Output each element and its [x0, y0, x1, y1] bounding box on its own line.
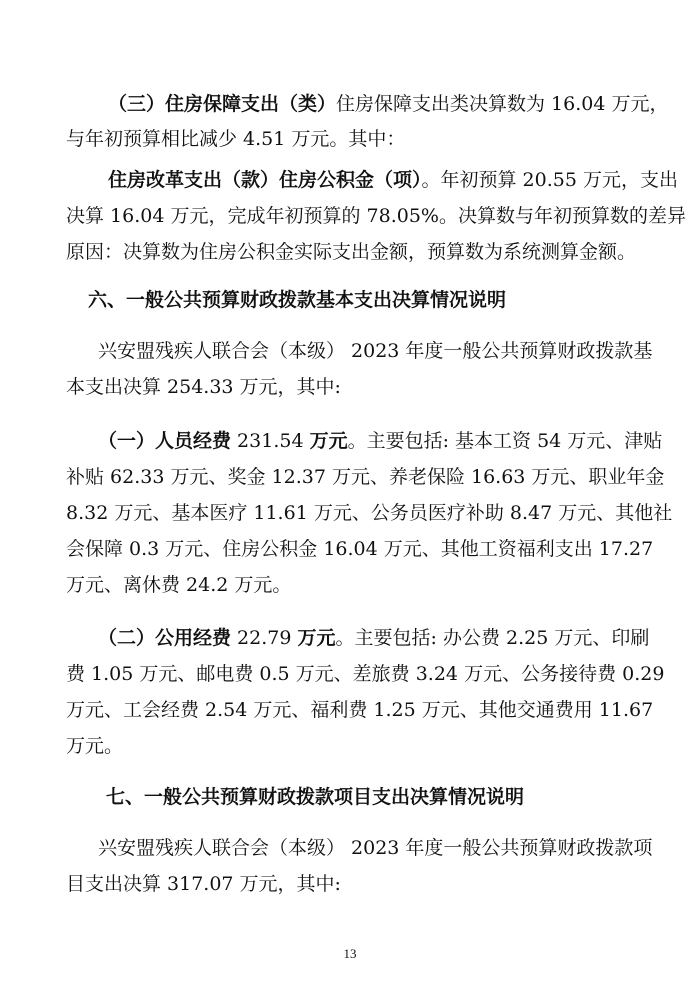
personnel-line1 [98, 429, 662, 453]
section7-intro-line2: 目支出决算 317.07 万元，其中: [66, 873, 341, 895]
section3-item-line3: 原因：决算数为住房公积金实际支出金额，预算数为系统测算金额。 [66, 241, 637, 263]
public-text: 。主要包括: 办公费 2.25 万元、印刷 [335, 627, 650, 649]
personnel-amount: 231.54 [231, 430, 310, 452]
section3-item-heading: 住房改革支出（款）住房公积金（项） [108, 169, 422, 191]
public-line1 [98, 626, 649, 650]
public-heading: （二）公用经费 [98, 627, 232, 649]
section3-heading: （三）住房保障支出（类） [108, 93, 337, 115]
section3-item-text: 。年初预算 20.55 万元，支出 [421, 169, 678, 191]
section3-item-line2: 决算 16.04 万元，完成年初预算的 78.05%。决算数与年初预算数的差异 [66, 205, 686, 227]
section7-title: 七、一般公共预算财政拨款项目支出决算情况说明 [106, 786, 525, 808]
public-line3: 万元、工会经费 2.54 万元、福利费 1.25 万元、其他交通费用 11.67 [66, 699, 654, 721]
personnel-line2: 补贴 62.33 万元、奖金 12.37 万元、养老保险 16.63 万元、职业年金 [66, 466, 665, 488]
personnel-heading: （一）人员经费 [98, 430, 232, 452]
section7-intro-line1: 兴安盟残疾人联合会（本级） 2023 年度一般公共预算财政拨款项 [98, 837, 653, 859]
section3-text: 住房保障支出类决算数为 16.04 万元， [336, 93, 669, 115]
page-number: 13 [343, 946, 357, 961]
public-line2: 费 1.05 万元、邮电费 0.5 万元、差旅费 3.24 万元、公务接待费 0.29 [66, 663, 665, 685]
public-unit: 万元 [297, 627, 336, 649]
section3-item-line1 [108, 168, 678, 192]
personnel-line3: 8.32 万元、基本医疗 11.61 万元、公务员医疗补助 8.47 万元、其他社 [66, 502, 673, 524]
public-line4: 万元。 [66, 735, 124, 757]
section3-line2: 与年初预算相比减少 4.51 万元。其中： [66, 128, 406, 150]
personnel-line5: 万元、离休费 24.2 万元。 [66, 574, 292, 596]
personnel-line4: 会保障 0.3 万元、住房公积金 16.04 万元、其他工资福利支出 17.27 [66, 538, 654, 560]
personnel-text: 。主要包括: 基本工资 54 万元、津贴 [347, 430, 663, 452]
section6-intro-line1: 兴安盟残疾人联合会（本级） 2023 年度一般公共预算财政拨款基 [98, 340, 653, 362]
personnel-unit: 万元 [309, 430, 348, 452]
section6-intro-line2: 本支出决算 254.33 万元，其中: [66, 376, 341, 398]
public-amount: 22.79 [231, 627, 298, 649]
section3-line1 [108, 92, 669, 116]
section6-title: 六、一般公共预算财政拨款基本支出决算情况说明 [88, 289, 507, 311]
